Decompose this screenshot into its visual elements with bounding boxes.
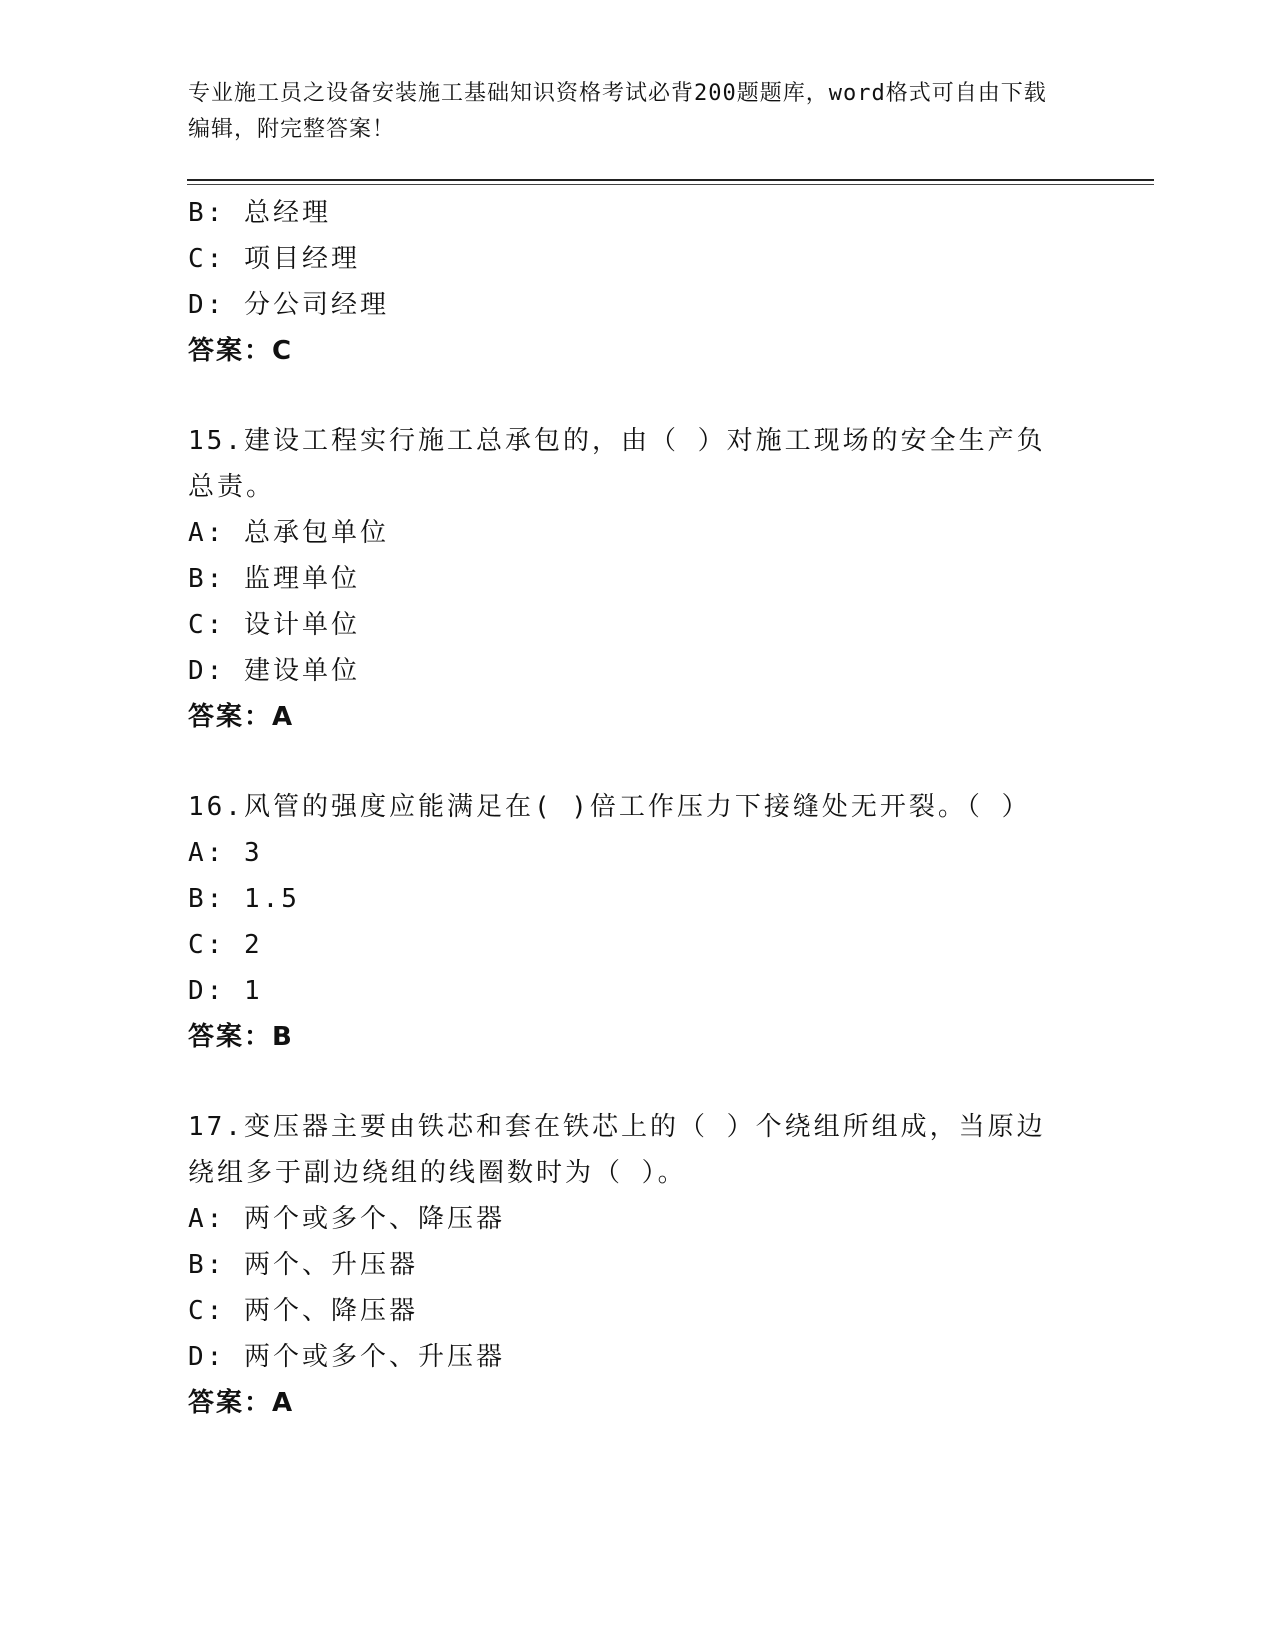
- answer-line: 答案：A: [188, 702, 295, 732]
- answer-line: 答案：C: [188, 336, 294, 366]
- option-b: B: 1.5: [188, 884, 300, 914]
- question-stem: 15.建设工程实行施工总承包的，由（ ）对施工现场的安全生产负总责。: [188, 426, 1046, 502]
- option-d: D: 分公司经理: [188, 290, 389, 320]
- header-divider-thick: [187, 179, 1154, 181]
- question-content: [188, 190, 1068, 1426]
- question-17: [188, 1104, 1068, 1426]
- question-stem: 16.风管的强度应能满足在( )倍工作压力下接缝处无开裂。（ ）: [188, 792, 1031, 822]
- option-d: D: 1: [188, 976, 263, 1006]
- header-divider-thin: [187, 184, 1154, 185]
- question-15: [188, 418, 1068, 740]
- question-stem: 17.变压器主要由铁芯和套在铁芯上的（ ）个绕组所组成，当原边绕组多于副边绕组的线圈数时为（ ）。: [188, 1112, 1046, 1188]
- option-d: D: 建设单位: [188, 656, 360, 686]
- option-a: A: 总承包单位: [188, 518, 389, 548]
- option-c: C: 两个、降压器: [188, 1296, 418, 1326]
- option-b: B: 总经理: [188, 198, 331, 228]
- option-c: C: 项目经理: [188, 244, 360, 274]
- option-b: B: 监理单位: [188, 564, 360, 594]
- answer-line: 答案：A: [188, 1388, 295, 1418]
- option-b: B: 两个、升压器: [188, 1250, 418, 1280]
- option-a: A: 两个或多个、降压器: [188, 1204, 505, 1234]
- document-header: 专业施工员之设备安装施工基础知识资格考试必背200题题库，word格式可自由下载编辑，附完整答案！: [188, 81, 1047, 142]
- question-16: [188, 784, 1068, 1060]
- option-d: D: 两个或多个、升压器: [188, 1342, 505, 1372]
- answer-line: 答案：B: [188, 1022, 294, 1052]
- option-c: C: 设计单位: [188, 610, 360, 640]
- option-c: C: 2: [188, 930, 263, 960]
- option-a: A: 3: [188, 838, 263, 868]
- previous-question-tail: [188, 190, 1068, 374]
